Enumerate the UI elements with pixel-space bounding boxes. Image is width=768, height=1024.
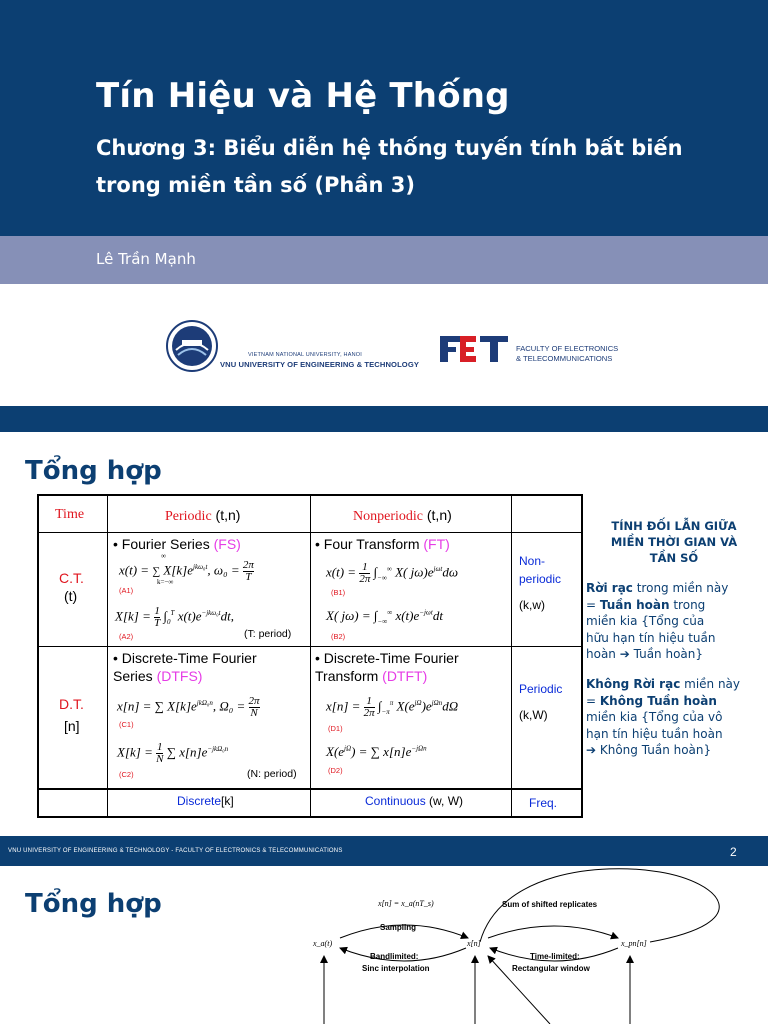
ft-tag-b2: (B2) bbox=[331, 632, 346, 641]
right-periodic: Periodic bbox=[519, 682, 563, 696]
periodize-arrow bbox=[488, 926, 618, 938]
uet-caption-big: VNU UNIVERSITY OF ENGINEERING & TECHNOLOGY bbox=[220, 360, 419, 369]
dtft-title-line-2 bbox=[315, 668, 427, 684]
diagram-top-equation: x[n] = x_a(nT_s) bbox=[378, 899, 434, 908]
ft-analysis-equation: X( $j\omega) = \int_{-\infty}^\infty$ $x(t)e^{-j\omega t}dt$ bbox=[326, 608, 443, 626]
note1-line-b bbox=[586, 597, 764, 614]
header-periodic bbox=[165, 507, 240, 525]
right-nonperiodic-1: Non- bbox=[519, 554, 546, 568]
fs-tag-a1: (A1) bbox=[119, 586, 134, 595]
ft-synthesis-equation: x(t) = $\frac{1}{2\pi}$ $\int_{-\infty}^\infty$ X( $j\omega)e^{j\omega t}d\omega$ bbox=[326, 561, 459, 585]
sampling-label: Sampling bbox=[380, 923, 417, 932]
note2-line-d: hạn tín hiệu tuần hoàn bbox=[586, 726, 723, 741]
row-ct-var: (t) bbox=[64, 588, 78, 604]
note2-line-a bbox=[586, 676, 764, 693]
sampling-diagram bbox=[300, 862, 768, 1024]
note2-line-e: ➔ Không Tuần hoàn} bbox=[586, 743, 712, 757]
row-dt-var: [n] bbox=[64, 718, 80, 734]
node-xpn: x_pn[n] bbox=[621, 939, 647, 948]
slide3-heading: Tổng hợp bbox=[25, 889, 162, 919]
sum-replicates-label: Sum of shifted replicates bbox=[502, 900, 598, 909]
note1-line-d: hữu hạn tín hiệu tuần bbox=[586, 630, 716, 645]
note2-line-b bbox=[586, 693, 764, 710]
ft-tag-b1: (B1) bbox=[331, 588, 346, 597]
dtfs-abbr: (DTFS) bbox=[156, 668, 203, 684]
author-name: Lê Trần Mạnh bbox=[96, 250, 196, 268]
fet-caption-line-2: & TELECOMMUNICATIONS bbox=[516, 354, 613, 363]
fet-caption-line-1: FACULTY OF ELECTRONICS bbox=[516, 344, 619, 353]
table-rule bbox=[107, 496, 108, 816]
dtft-tag-d1: (D1) bbox=[328, 724, 343, 733]
table-rule bbox=[511, 496, 512, 816]
dtft-title-line-1: • Discrete-Time Fourier bbox=[315, 650, 459, 666]
sinc-label: Sinc interpolation bbox=[362, 964, 430, 973]
fs-abbr: (FS) bbox=[213, 536, 241, 552]
dtfs-tag-c1: (C1) bbox=[119, 720, 134, 729]
note1-b-bold: Tuần hoàn bbox=[599, 597, 670, 612]
duality-note-2 bbox=[586, 676, 764, 759]
note1-line-e: hoàn ➔ Tuần hoàn} bbox=[586, 647, 704, 661]
fs-bullet: • Fourier Series bbox=[113, 536, 214, 552]
row-dt-label: D.T. bbox=[59, 696, 84, 712]
bottom-freq: Freq. bbox=[529, 796, 558, 810]
note1-bold: Rời rạc bbox=[586, 581, 633, 595]
ft-bullet: • Four Transform bbox=[315, 536, 424, 552]
dtft-tag-d2: (D2) bbox=[328, 766, 343, 775]
note1-line-a bbox=[586, 580, 764, 597]
fs-analysis-equation: X[k] = $\frac{1}{T}$ $\int_0^T$ $x(t)e^{-jk\omega_0t}dt$, bbox=[115, 605, 234, 629]
note2-b-pre: = bbox=[586, 693, 600, 708]
row-ct-label: C.T. bbox=[59, 570, 84, 586]
dtft-transform-word: Transform bbox=[315, 668, 383, 684]
bottom-continuous bbox=[365, 794, 463, 808]
dtfs-analysis-equation: X[k] = $\frac{1}{N}$ ∑ $x[n]e^{-jk\Omega_0n}$ bbox=[117, 741, 229, 765]
table-rule bbox=[310, 496, 311, 816]
duality-title-line-3: TẦN SỐ bbox=[649, 551, 699, 565]
note1-b-pre: = bbox=[586, 597, 600, 612]
dtft-analysis-equation: $X(e^{j\Omega})$ = ∑ $x[n]e^{-j\Omega n}$ bbox=[326, 744, 427, 759]
note2-a: miền này bbox=[680, 677, 741, 691]
note2-line-c: miền kia {Tổng của vô bbox=[586, 710, 723, 724]
slide-title: Tín Hiệu và Hệ Thống bbox=[96, 76, 510, 116]
rect-label: Rectangular window bbox=[512, 964, 590, 973]
header-time: Time bbox=[55, 507, 85, 522]
dtfs-tag-c2: (C2) bbox=[119, 770, 134, 779]
bottom-discrete bbox=[177, 794, 234, 808]
right-kw-2: (k,W) bbox=[519, 708, 548, 722]
fs-sum-upper: ∞ bbox=[161, 552, 166, 560]
summary-table bbox=[37, 494, 583, 818]
duality-title-line-2: MIỀN THỜI GIAN VÀ bbox=[610, 535, 738, 549]
dtfs-period-note: (N: period) bbox=[247, 768, 297, 780]
dtft-abbr: (DTFT) bbox=[382, 668, 428, 684]
subtitle-line-1: Chương 3: Biểu diễn hệ thống tuyến tính bất biến bbox=[96, 136, 683, 160]
dtfs-title-line-2 bbox=[113, 668, 202, 684]
note2-b-bold: Không Tuần hoàn bbox=[599, 693, 717, 708]
note1-a: trong miền này bbox=[632, 581, 729, 595]
uet-logo-icon bbox=[166, 320, 218, 372]
slide2-heading: Tổng hợp bbox=[25, 456, 162, 486]
header-periodic-label: Periodic bbox=[165, 509, 212, 524]
right-kw-1: (k,w) bbox=[519, 598, 545, 612]
dtft-synthesis-equation: x[n] = $\frac{1}{2\pi}$ $\int_{-\pi}^\pi$ $X(e^{j\Omega})e^{j\Omega n}d\Omega$ bbox=[326, 695, 459, 719]
slide-subtitle bbox=[96, 130, 736, 204]
dtfs-series-word: Series bbox=[113, 668, 157, 684]
fs-synthesis-equation: x(t) = ∑ $X[k]e^{jk\omega_0t}$, ω₀ = $\frac{2\pi}{T}$ bbox=[119, 559, 254, 583]
note2-bold: Không Rời rạc bbox=[586, 677, 681, 691]
bottom-continuous-label: Continuous bbox=[365, 794, 426, 808]
bottom-discrete-label: Discrete bbox=[177, 794, 222, 808]
footer-text: VNU UNIVERSITY OF ENGINEERING & TECHNOLOGY - FACULTY OF ELECTRONICS & TELECOMMUNICATIONS bbox=[8, 848, 343, 854]
header-periodic-vars: (t,n) bbox=[211, 507, 241, 523]
duality-title bbox=[586, 518, 762, 566]
note1-line-c: miền kia {Tổng của bbox=[586, 614, 705, 628]
fs-period-note: (T: period) bbox=[244, 628, 292, 640]
bottom-discrete-suffix: [k] bbox=[221, 794, 234, 808]
subtitle-line-2: trong miền tần số (Phần 3) bbox=[96, 173, 415, 197]
node-xn: x[n] bbox=[467, 939, 481, 948]
fs-title bbox=[113, 536, 241, 552]
slide-separator-bar bbox=[0, 406, 768, 432]
page-number: 2 bbox=[730, 845, 737, 859]
ft-title bbox=[315, 536, 450, 552]
dtfs-title-line-1: • Discrete-Time Fourier bbox=[113, 650, 257, 666]
fet-logo-icon bbox=[440, 334, 508, 364]
fs-sum-lower: k=−∞ bbox=[157, 578, 174, 586]
duality-note-1 bbox=[586, 580, 764, 663]
bottom-continuous-suffix: (w, W) bbox=[425, 794, 464, 808]
timelimited-label: Time-limited: bbox=[530, 952, 580, 961]
fs-tag-a2: (A2) bbox=[119, 632, 134, 641]
header-nonperiodic-vars: (t,n) bbox=[422, 507, 452, 523]
note1-b-post: trong bbox=[669, 597, 706, 612]
duality-title-line-1: TÍNH ĐỐI LẪN GIỮA bbox=[611, 519, 737, 533]
right-nonperiodic-2: periodic bbox=[519, 572, 562, 586]
header-nonperiodic bbox=[353, 507, 452, 525]
node-xa: x_a(t) bbox=[313, 939, 333, 948]
ft-abbr: (FT) bbox=[423, 536, 450, 552]
dtfs-synthesis-equation: x[n] = ∑ $X[k]e^{jk\Omega_0n}$, Ω₀ = $\frac{2\pi}{N}$ bbox=[117, 695, 260, 719]
uet-caption-small: VIETNAM NATIONAL UNIVERSITY, HANOI bbox=[248, 352, 362, 358]
header-nonperiodic-label: Nonperiodic bbox=[353, 509, 423, 524]
bandlimited-label: Bandlimited: bbox=[370, 952, 419, 961]
